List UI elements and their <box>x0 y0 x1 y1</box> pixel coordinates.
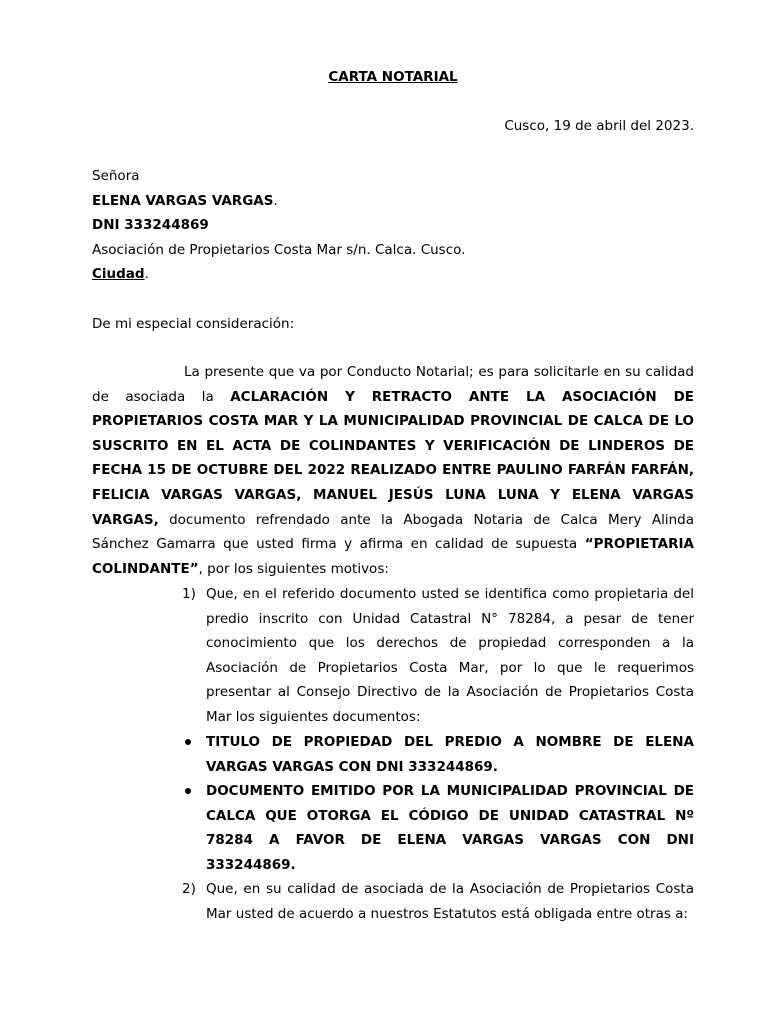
bullet-item <box>182 779 694 877</box>
intro-text-3: , por los siguientes motivos: <box>198 560 389 577</box>
required-documents-list <box>182 730 694 878</box>
intro-text-1: La presente que va por Conducto Notarial; es para solicitarle en su calidad de asociada la <box>92 364 694 405</box>
list-item-1 <box>182 582 694 730</box>
recipient-city: Ciudad <box>92 266 145 282</box>
greeting: De mi especial consideración: <box>92 316 295 332</box>
bullet-text: TITULO DE PROPIEDAD DEL PREDIO A NOMBRE DE ELENA VARGAS VARGAS CON DNI 333244869. <box>206 734 694 775</box>
intro-paragraph <box>92 360 694 581</box>
recipient-block <box>92 164 465 287</box>
salutation: Señora <box>92 168 140 184</box>
document-title: CARTA NOTARIAL <box>328 69 458 85</box>
recipient-name-period: . <box>273 192 278 209</box>
intro-bold-2: “PROPIETARIA COLINDANTE” <box>92 536 694 577</box>
bullet-text: DOCUMENTO EMITIDO POR LA MUNICIPALIDAD PROVINCIAL DE CALCA QUE OTORGA EL CÓDIGO DE UNIDAD CATASTRAL Nº 78284 A FAVOR DE ELENA VARGAS VARGAS CON DNI 333244869. <box>206 783 694 873</box>
list-item-2 <box>182 877 694 926</box>
recipient-address: Asociación de Propietarios Costa Mar s/n. Calca. Cusco. <box>92 241 466 258</box>
list-item-number: 2) <box>182 881 196 897</box>
intro-bold-1: ACLARACIÓN Y RETRACTO ANTE LA ASOCIACIÓN DE PROPIETARIOS COSTA MAR Y LA MUNICIPALIDAD PROVINCIAL DE CALCA DE LO SUSCRITO EN EL ACTA DE COLINDANTES Y VERIFICACIÓN DE LINDEROS DE FECHA 15 DE OCTUBRE DEL 2022 REALIZADO ENTRE PAULINO FARFÁN FARFÁN, FELICIA VARGAS VARGAS, MANUEL JESÚS LUNA LUNA Y ELENA VARGAS VARGAS, <box>92 388 694 528</box>
bullet-item <box>182 730 694 779</box>
recipient-name-line <box>92 189 465 214</box>
letter-date: Cusco, 19 de abril del 2023. <box>504 118 694 134</box>
bullet-icon <box>185 739 191 745</box>
recipient-city-line <box>92 262 465 287</box>
bullet-icon <box>185 788 191 794</box>
list-item-text: Que, en su calidad de asociada de la Asociación de Propietarios Costa Mar usted de acuerdo a nuestros Estatutos está obligada entre otras a: <box>206 881 694 922</box>
recipient-name: ELENA VARGAS VARGAS <box>92 192 274 209</box>
list-item-text: Que, en el referido documento usted se identifica como propietaria del predio inscrito con Unidad Catastral N° 78284, a pesar de tener conocimiento que los derechos de propiedad corresponden a la Asociación de Propietarios Costa Mar, por lo que le requerimos presentar al Consejo Directivo de la Asociación de Propietarios Costa Mar los siguientes documentos: <box>206 586 694 725</box>
recipient-dni: DNI 333244869 <box>92 217 209 233</box>
intro-text-2: documento refrendado ante la Abogada Notaria de Calca Mery Alinda Sánchez Gamarra que usted firma y afirma en calidad de supuesta <box>92 511 694 553</box>
list-item-number: 1) <box>182 586 196 602</box>
recipient-city-period: . <box>144 266 149 282</box>
